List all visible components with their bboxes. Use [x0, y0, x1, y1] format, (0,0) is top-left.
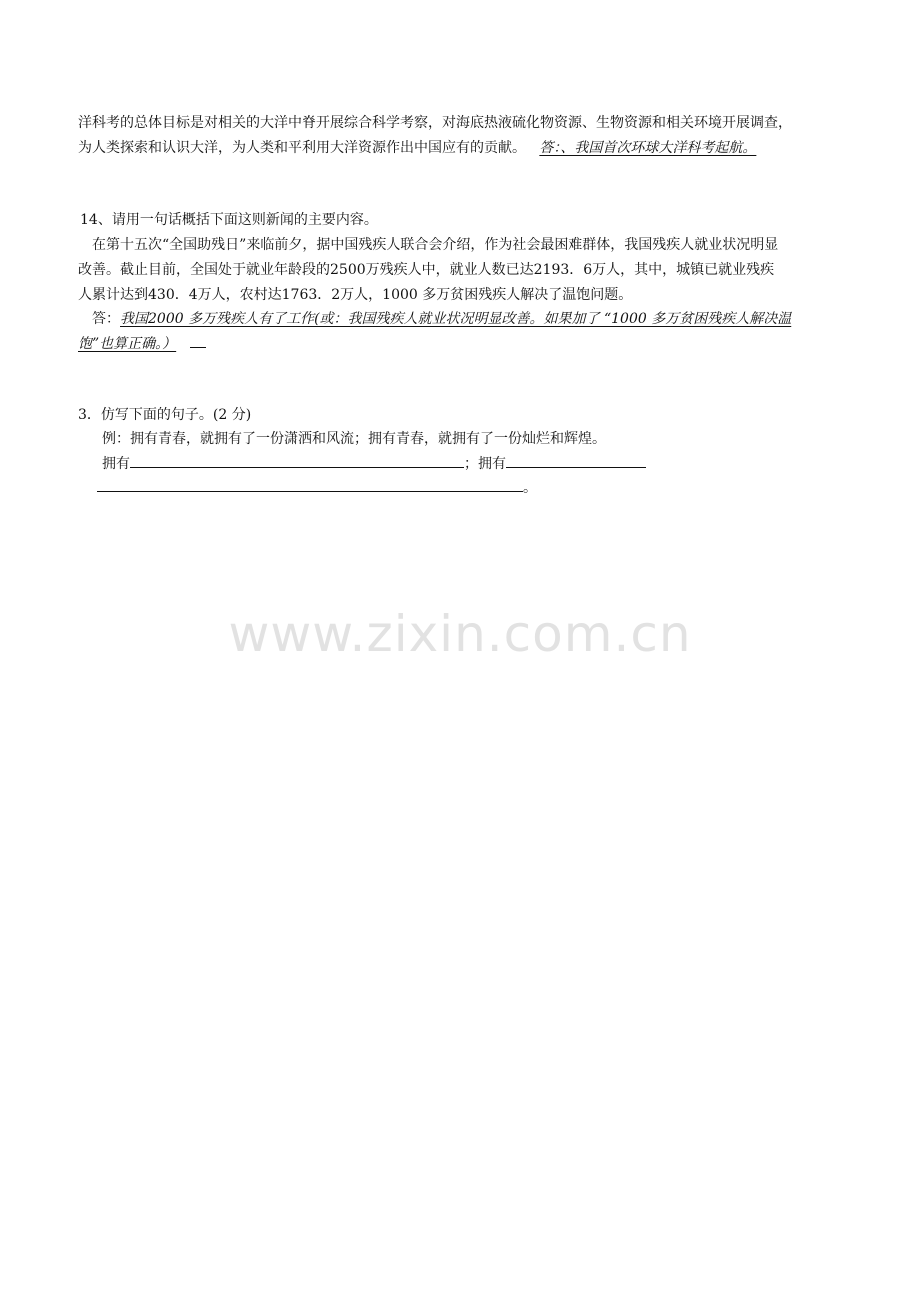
- paragraph-text: 为人类探索和认识大洋，为人类和平利用大洋资源作出中国应有的贡献。: [78, 140, 526, 156]
- answer-text: 答：、我国首次环球大洋科考起航。: [539, 140, 757, 156]
- answer-underline: [190, 333, 206, 348]
- paragraph-line: 洋科考的总体目标是对相关的大洋中脊开展综合科学考察，对海底热液硫化物资源、生物资源和相关环境开展调查，: [78, 115, 792, 131]
- fill-word: 拥有: [102, 456, 130, 472]
- answer-blank[interactable]: [97, 477, 523, 492]
- question-14-answer-cont: [78, 333, 206, 353]
- question-3-prompt: 3．仿写下面的句子。(2 分): [78, 407, 252, 423]
- answer-blank[interactable]: [130, 453, 464, 468]
- end-mark: 。: [523, 480, 537, 496]
- question-14-answer: [92, 309, 791, 329]
- news-passage-line: 人累计达到430．4万人，农村达1763．2万人，1000 多万贫困残疾人解决了温饱问题。: [78, 287, 633, 303]
- news-passage-line: 改善。截止目前，全国处于就业年龄段的2500万残疾人中，就业人数已达2193．6万人，其中，城镇已就业残疾: [78, 262, 775, 278]
- answer-text: 我国2000 多万残疾人有了工作(或：我国残疾人就业状况明显改善。如果加了 “1000 多万贫困残疾人解决温: [120, 311, 792, 327]
- question-14-prompt: 14、请用一句话概括下面这则新闻的主要内容。: [80, 212, 378, 228]
- answer-label: 答：: [92, 311, 120, 327]
- watermark: www.zixin.com.cn: [228, 605, 692, 663]
- news-passage-line: 在第十五次“全国助残日”来临前夕，据中国残疾人联合会介绍，作为社会最困难群体，我国残疾人就业状况明显: [92, 237, 779, 253]
- fill-word: 拥有: [478, 456, 506, 472]
- separator: ；: [464, 456, 478, 472]
- paragraph-line-with-answer: [78, 138, 756, 158]
- example-sentence: 例：拥有青春，就拥有了一份潇洒和风流；拥有青春，就拥有了一份灿烂和辉煌。: [102, 431, 606, 447]
- answer-text: 饱”也算正确。）: [78, 336, 177, 352]
- fill-in-line: [102, 453, 646, 473]
- fill-in-line: [97, 477, 537, 497]
- answer-blank[interactable]: [506, 453, 646, 468]
